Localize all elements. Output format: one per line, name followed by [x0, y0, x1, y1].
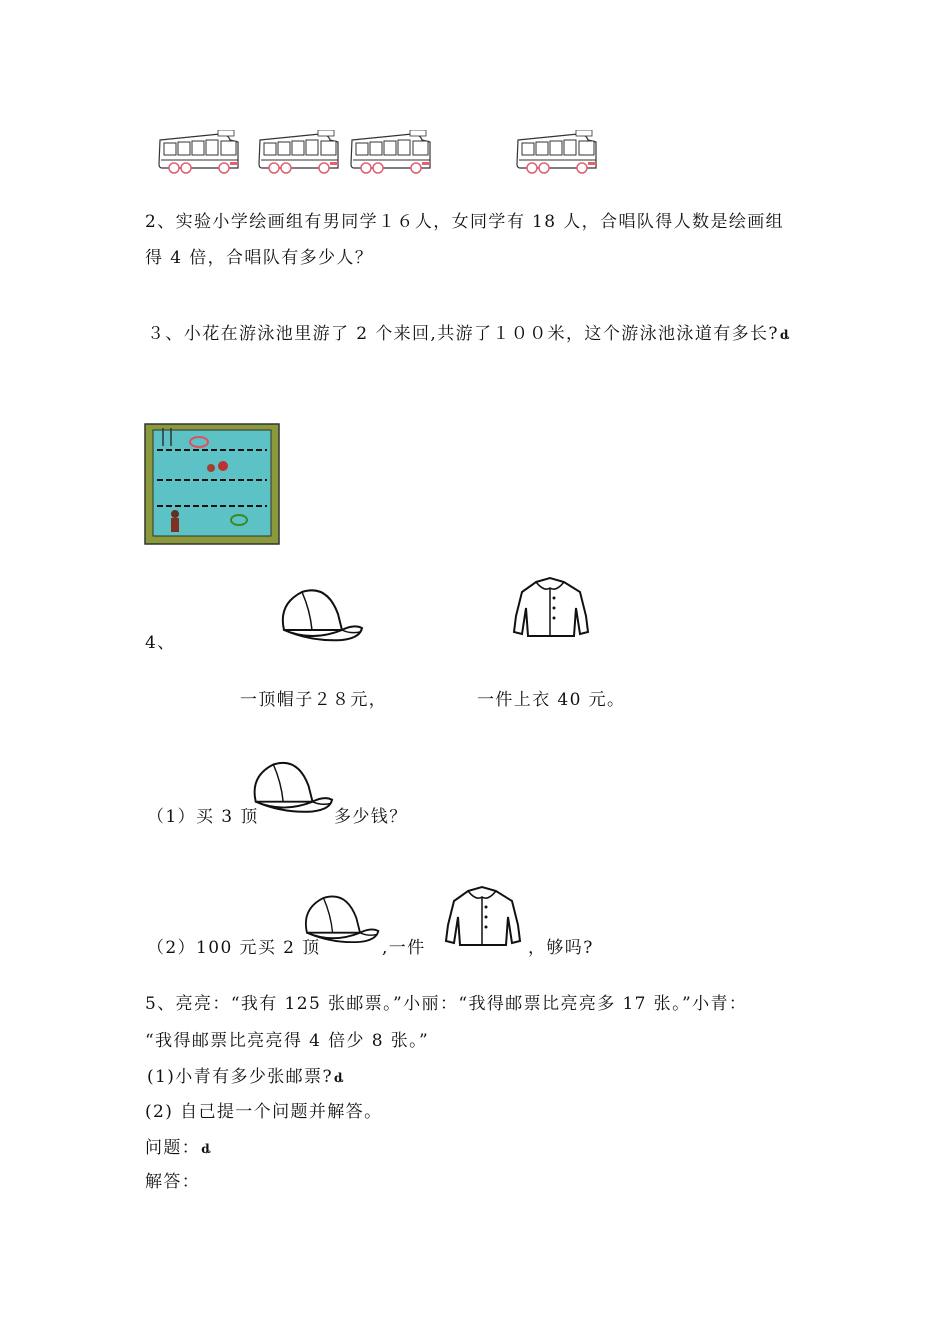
bus-image-2: [258, 130, 342, 176]
bus-image-4: [516, 130, 600, 176]
cap-image-sub1: [244, 756, 336, 818]
q5-sub1-text: (1)小青有多少张邮票?: [147, 1067, 333, 1087]
shirt-price: 一件上衣 40 元。: [477, 690, 626, 710]
question-mark: ȡ: [201, 1142, 213, 1156]
q3-question: ３、小花在游泳池里游了 2 个来回,共游了１００米，这个游泳池泳道有多长?: [147, 324, 779, 344]
q4-number: 4、: [145, 633, 176, 653]
q3-return-mark: ȡ: [779, 328, 791, 342]
bus-image-1: [158, 130, 242, 176]
cap-image-sub2: [296, 888, 382, 950]
q5-sub1: [147, 1066, 345, 1089]
q5-sub1-mark: ȡ: [334, 1071, 345, 1085]
shirt-image-sub2: [440, 883, 526, 949]
q5-line-2: “我得邮票比亮亮得 4 倍少 8 张。”: [145, 1031, 430, 1051]
q4-sub2-before: （2）100 元买 2 顶: [147, 938, 321, 958]
q5-question-line: [145, 1137, 212, 1160]
q4-sub1-after: 多少钱？: [334, 807, 408, 827]
cap-image: [272, 584, 366, 646]
shirt-image: [508, 574, 594, 640]
q3-text: [147, 323, 791, 346]
q5-line-1: 5、亮亮：“我有 125 张邮票。”小丽：“我得邮票比亮亮多 17 张。”小青：: [145, 994, 748, 1014]
q2-line-2: 得 4 倍，合唱队有多少人？: [145, 248, 374, 268]
q2-line-1: 2、实验小学绘画组有男同学１６人，女同学有 18 人，合唱队得人数是绘画组: [145, 212, 785, 232]
q4-sub2-after: ，够吗?: [528, 938, 594, 958]
bus-image-3: [350, 130, 434, 176]
q4-sub2-middle: ,一件: [382, 938, 426, 958]
q5-sub2: (2) 自己提一个问题并解答。: [145, 1102, 383, 1122]
swimming-pool-image: [143, 422, 281, 546]
hat-price: 一顶帽子２８元，: [240, 690, 388, 710]
answer-label: 解答：: [145, 1172, 201, 1192]
q4-sub1-before: （1）买 3 顶: [147, 807, 259, 827]
question-label: 问题：: [145, 1138, 201, 1158]
